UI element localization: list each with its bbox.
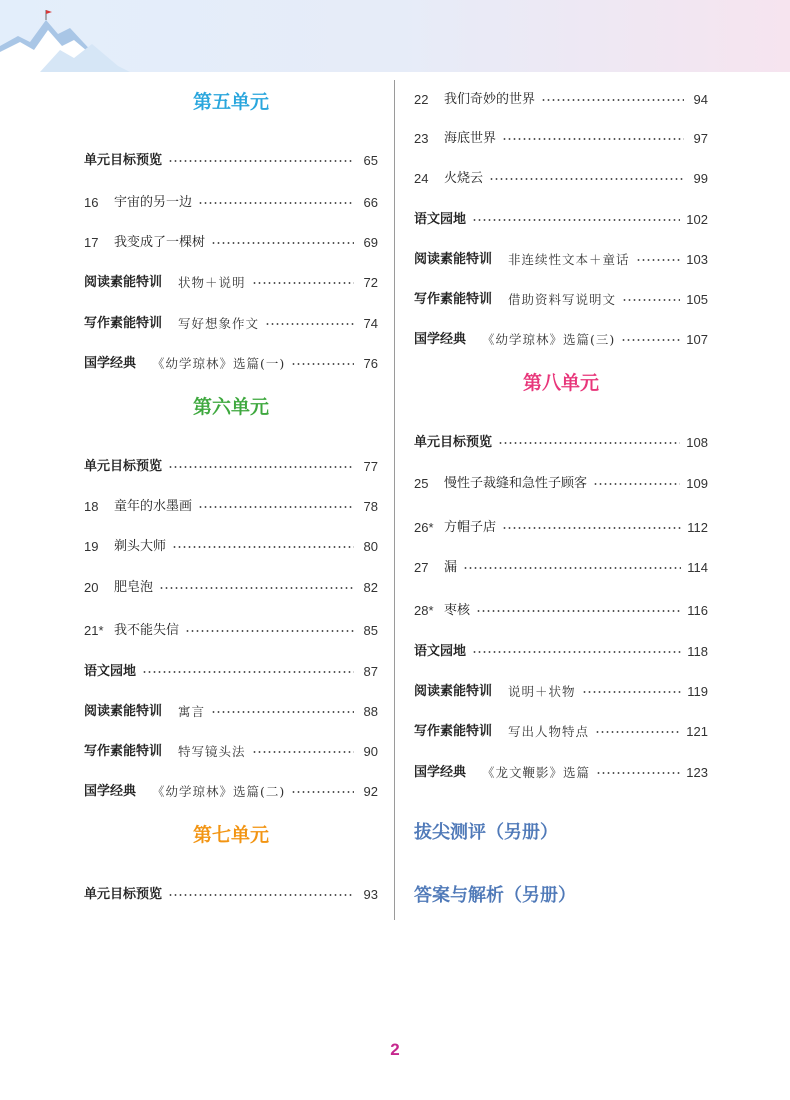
lesson-number: 27 (414, 560, 429, 575)
lesson-number: 18 (84, 499, 99, 514)
entry-title: 单元目标预览 (84, 459, 163, 474)
toc-entry[interactable] (414, 168, 708, 190)
toc-entry[interactable] (84, 536, 378, 558)
toc-entry[interactable] (84, 496, 378, 518)
entry-title: 单元目标预览 (414, 435, 493, 450)
toc-entry[interactable] (84, 620, 378, 642)
lesson-number: 22 (414, 92, 429, 107)
entry-title: 童年的水墨画 (114, 499, 193, 514)
entry-subtitle: 寓言 (178, 704, 206, 719)
entry-title: 慢性子裁缝和急性子顾客 (444, 476, 588, 491)
dot-leader (252, 751, 354, 753)
unit6-heading: 第六单元 (192, 396, 269, 418)
entry-title: 写作素能特训 (84, 744, 163, 759)
entry-subtitle: 写出人物特点 (508, 724, 590, 739)
entry-title: 阅读素能特训 (414, 684, 493, 699)
entry-title: 写作素能特训 (414, 292, 493, 307)
entry-title: 我不能失信 (114, 623, 180, 638)
toc-entry[interactable] (84, 577, 378, 599)
page-ref: 74 (363, 316, 378, 331)
unit7-heading: 第七单元 (192, 824, 269, 846)
entry-subtitle: 非连续性文本＋童话 (508, 252, 630, 267)
lesson-number: 24 (414, 171, 429, 186)
toc-entry[interactable] (414, 681, 708, 703)
dot-leader (472, 651, 681, 653)
toc-entry[interactable] (84, 313, 378, 335)
header-banner (0, 0, 790, 72)
toc-entry[interactable] (414, 209, 708, 231)
page-ref: 66 (363, 195, 378, 210)
dot-leader (498, 442, 680, 444)
entry-subtitle: 说明＋状物 (508, 684, 576, 699)
entry-title: 漏 (444, 560, 458, 575)
entry-title: 语文园地 (84, 664, 137, 679)
page-ref: 82 (363, 580, 378, 595)
toc-entry[interactable] (414, 473, 708, 495)
lesson-number: 16 (84, 195, 99, 210)
page-ref: 112 (687, 520, 708, 535)
entry-subtitle: 《幼学琼林》选篇(一) (152, 356, 286, 371)
entry-title: 写作素能特训 (414, 724, 493, 739)
entry-title: 国学经典 (414, 332, 467, 347)
lesson-number: 20 (84, 580, 99, 595)
page-ref: 114 (687, 560, 708, 575)
dot-leader (159, 587, 354, 589)
dot-leader (476, 610, 681, 612)
entry-title: 语文园地 (414, 212, 467, 227)
dot-leader (168, 466, 354, 468)
toc-entry[interactable] (84, 232, 378, 254)
dot-leader (595, 731, 680, 733)
entry-subtitle: 《幼学琼林》选篇(三) (482, 332, 616, 347)
toc-entry[interactable] (84, 456, 378, 478)
toc-entry[interactable] (414, 557, 708, 579)
entry-subtitle: 《龙文鞭影》选篇 (482, 765, 591, 780)
page-ref: 76 (363, 356, 378, 371)
toc-entry[interactable] (414, 721, 708, 743)
entry-title: 单元目标预览 (84, 153, 163, 168)
dot-leader (291, 791, 354, 793)
dot-leader (185, 630, 354, 632)
page-ref: 105 (686, 292, 708, 307)
toc-entry[interactable] (414, 329, 708, 351)
page-ref: 77 (363, 459, 378, 474)
page-ref: 80 (363, 539, 378, 554)
toc-entry[interactable] (414, 600, 708, 622)
toc-entry[interactable] (84, 272, 378, 294)
entry-title: 海底世界 (444, 131, 497, 146)
page-ref: 78 (363, 499, 378, 514)
dot-leader (198, 202, 354, 204)
entry-title: 枣核 (444, 603, 471, 618)
entry-title: 阅读素能特训 (84, 275, 163, 290)
dot-leader (622, 299, 680, 301)
page-ref: 109 (686, 476, 708, 491)
dot-leader (472, 219, 680, 221)
dot-leader (541, 99, 684, 101)
page-ref: 69 (363, 235, 378, 250)
page-ref: 102 (686, 212, 708, 227)
lesson-number: 21* (84, 623, 104, 638)
page-ref: 88 (363, 704, 378, 719)
entry-title: 写作素能特训 (84, 316, 163, 331)
dot-leader (593, 483, 680, 485)
entry-subtitle: 《幼学琼林》选篇(二) (152, 784, 286, 799)
lesson-number: 28* (414, 603, 434, 618)
entry-title: 我们奇妙的世界 (444, 92, 536, 107)
entry-subtitle: 状物＋说明 (178, 275, 246, 290)
toc-entry[interactable] (414, 517, 708, 539)
dot-leader (489, 178, 684, 180)
page-ref: 97 (693, 131, 708, 146)
dot-leader (582, 691, 682, 693)
dot-leader (142, 671, 354, 673)
dot-leader (502, 527, 681, 529)
page-ref: 103 (686, 252, 708, 267)
dot-leader (168, 894, 354, 896)
extra-answers-title: 答案与解析（另册） (414, 885, 576, 906)
entry-title: 单元目标预览 (84, 887, 163, 902)
lesson-number: 26* (414, 520, 434, 535)
page-ref: 107 (686, 332, 708, 347)
page-number: 2 (390, 1040, 400, 1059)
dot-leader (172, 546, 354, 548)
column-divider (394, 80, 395, 920)
dot-leader (621, 339, 680, 341)
entry-subtitle: 写好想象作文 (178, 316, 260, 331)
entry-title: 方帽子店 (444, 520, 497, 535)
toc-entry[interactable] (84, 781, 378, 803)
lesson-number: 25 (414, 476, 429, 491)
dot-leader (198, 506, 354, 508)
dot-leader (596, 772, 680, 774)
lesson-number: 19 (84, 539, 99, 554)
toc-entry[interactable] (84, 884, 378, 906)
toc-entry[interactable] (414, 432, 708, 454)
dot-leader (463, 567, 681, 569)
entry-title: 语文园地 (414, 644, 467, 659)
toc-entry[interactable] (414, 289, 708, 311)
page-ref: 65 (363, 153, 378, 168)
dot-leader (291, 363, 354, 365)
dot-leader (502, 138, 684, 140)
snow-mountain-icon (0, 0, 180, 72)
unit8-heading: 第八单元 (522, 372, 599, 394)
page-ref: 85 (363, 623, 378, 638)
entry-title: 国学经典 (414, 765, 467, 780)
dot-leader (168, 160, 354, 162)
entry-title: 我变成了一棵树 (114, 235, 206, 250)
toc-entry[interactable] (84, 661, 378, 683)
entry-title: 宇宙的另一边 (114, 195, 193, 210)
toc-entry[interactable] (414, 128, 708, 150)
unit5-heading: 第五单元 (192, 91, 269, 113)
toc-entry[interactable] (84, 150, 378, 172)
entry-title: 阅读素能特训 (414, 252, 493, 267)
entry-subtitle: 特写镜头法 (178, 744, 246, 759)
page-ref: 90 (363, 744, 378, 759)
page-ref: 92 (363, 784, 378, 799)
toc-entry[interactable] (84, 701, 378, 723)
dot-leader (636, 259, 681, 261)
entry-title: 国学经典 (84, 784, 137, 799)
page-ref: 108 (686, 435, 708, 450)
extra-assessment-title: 拔尖测评（另册） (414, 822, 558, 843)
dot-leader (211, 711, 354, 713)
dot-leader (252, 282, 354, 284)
toc-entry[interactable] (414, 641, 708, 663)
entry-title: 火烧云 (444, 171, 484, 186)
page-ref: 116 (687, 603, 708, 618)
lesson-number: 17 (84, 235, 99, 250)
entry-title: 剃头大师 (114, 539, 167, 554)
entry-title: 肥皂泡 (114, 580, 154, 595)
entry-subtitle: 借助资料写说明文 (508, 292, 617, 307)
toc-entry[interactable] (84, 192, 378, 214)
dot-leader (265, 323, 354, 325)
page-ref: 119 (687, 684, 708, 699)
page-ref: 94 (693, 92, 708, 107)
lesson-number: 23 (414, 131, 429, 146)
page-ref: 99 (693, 171, 708, 186)
page-ref: 118 (687, 644, 708, 659)
dot-leader (211, 242, 354, 244)
entry-title: 阅读素能特训 (84, 704, 163, 719)
page-ref: 72 (363, 275, 378, 290)
toc-entry[interactable] (84, 741, 378, 763)
entry-title: 国学经典 (84, 356, 137, 371)
toc-entry[interactable] (414, 762, 708, 784)
toc-entry[interactable] (414, 89, 708, 111)
page-ref: 87 (363, 664, 378, 679)
toc-entry[interactable] (414, 249, 708, 271)
page-ref: 123 (686, 765, 708, 780)
page-ref: 121 (686, 724, 708, 739)
toc-entry[interactable] (84, 353, 378, 375)
page-ref: 93 (363, 887, 378, 902)
